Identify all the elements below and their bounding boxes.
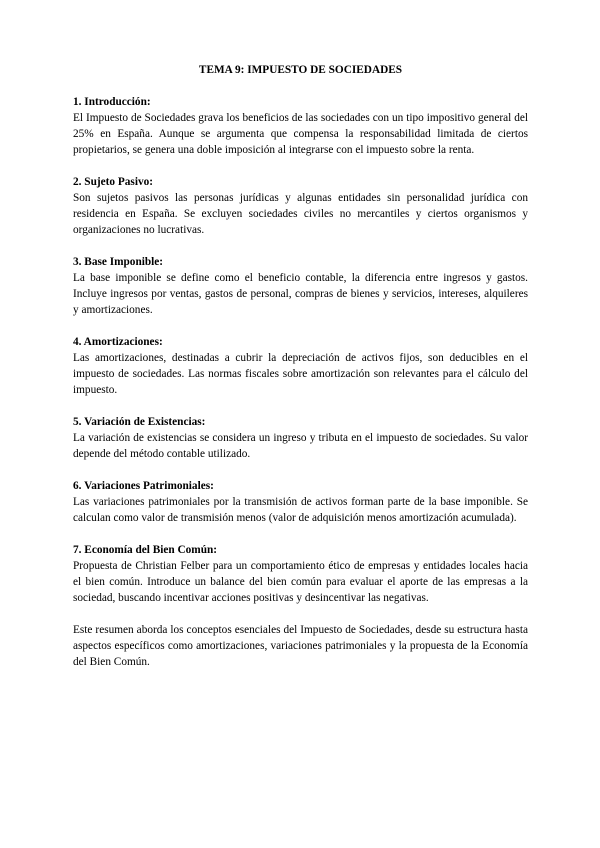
- section-body: Las variaciones patrimoniales por la transmisión de activos forman parte de la base imponible. Se calculan como valor de transmisión menos (valor de adquisición menos amortización acumulada).: [73, 496, 528, 524]
- section-heading: 3. Base Imponible:: [73, 256, 164, 268]
- section-economia-bien-comun: [73, 542, 528, 606]
- section-body: La variación de existencias se considera un ingreso y tributa en el impuesto de sociedades. Su valor depende del método contable utilizado.: [73, 432, 528, 460]
- summary-paragraph: [73, 622, 528, 670]
- section-variacion-existencias: [73, 414, 528, 462]
- section-body: Propuesta de Christian Felber para un comportamiento ético de empresas y entidades locales hacia el bien común. Introduce un balance del bien común para evaluar el aporte de las empresas a la sociedad, buscando incentivar acciones positivas y desincentivar las negativas.: [73, 560, 528, 604]
- section-heading: 7. Economía del Bien Común:: [73, 544, 218, 556]
- section-heading: 4. Amortizaciones:: [73, 336, 163, 348]
- section-body: Son sujetos pasivos las personas jurídicas y algunas entidades sin personalidad jurídica con residencia en España. Se excluyen sociedades civiles no mercantiles y ciertos organismos y organizaciones no lucrativas.: [73, 192, 528, 236]
- document-page: [73, 62, 528, 670]
- section-variaciones-patrimoniales: [73, 478, 528, 526]
- section-body: La base imponible se define como el beneficio contable, la diferencia entre ingresos y gastos. Incluye ingresos por ventas, gastos de personal, compras de bienes y servicios, intereses, alquileres y amortizaciones.: [73, 272, 528, 316]
- section-introduccion: [73, 94, 528, 158]
- section-heading: 2. Sujeto Pasivo:: [73, 176, 154, 188]
- section-amortizaciones: [73, 334, 528, 398]
- summary-text: Este resumen aborda los conceptos esenciales del Impuesto de Sociedades, desde su estructura hasta aspectos específicos como amortizaciones, variaciones patrimoniales y la propuesta de la Economía del Bien Común.: [73, 624, 528, 668]
- section-body: Las amortizaciones, destinadas a cubrir la depreciación de activos fijos, son deducibles en el impuesto de sociedades. Las normas fiscales sobre amortización son relevantes para el cálculo del impuesto.: [73, 352, 528, 396]
- section-heading: 1. Introducción:: [73, 96, 151, 108]
- section-heading: 6. Variaciones Patrimoniales:: [73, 480, 214, 492]
- section-sujeto-pasivo: [73, 174, 528, 238]
- section-heading: 5. Variación de Existencias:: [73, 416, 206, 428]
- section-body: El Impuesto de Sociedades grava los beneficios de las sociedades con un tipo impositivo general del 25% en España. Aunque se argumenta que compensa la responsabilidad limitada de ciertos propietarios, se genera una doble imposición al integrarse con el impuesto sobre la renta.: [73, 112, 528, 156]
- section-base-imponible: [73, 254, 528, 318]
- document-title: TEMA 9: IMPUESTO DE SOCIEDADES: [198, 64, 403, 76]
